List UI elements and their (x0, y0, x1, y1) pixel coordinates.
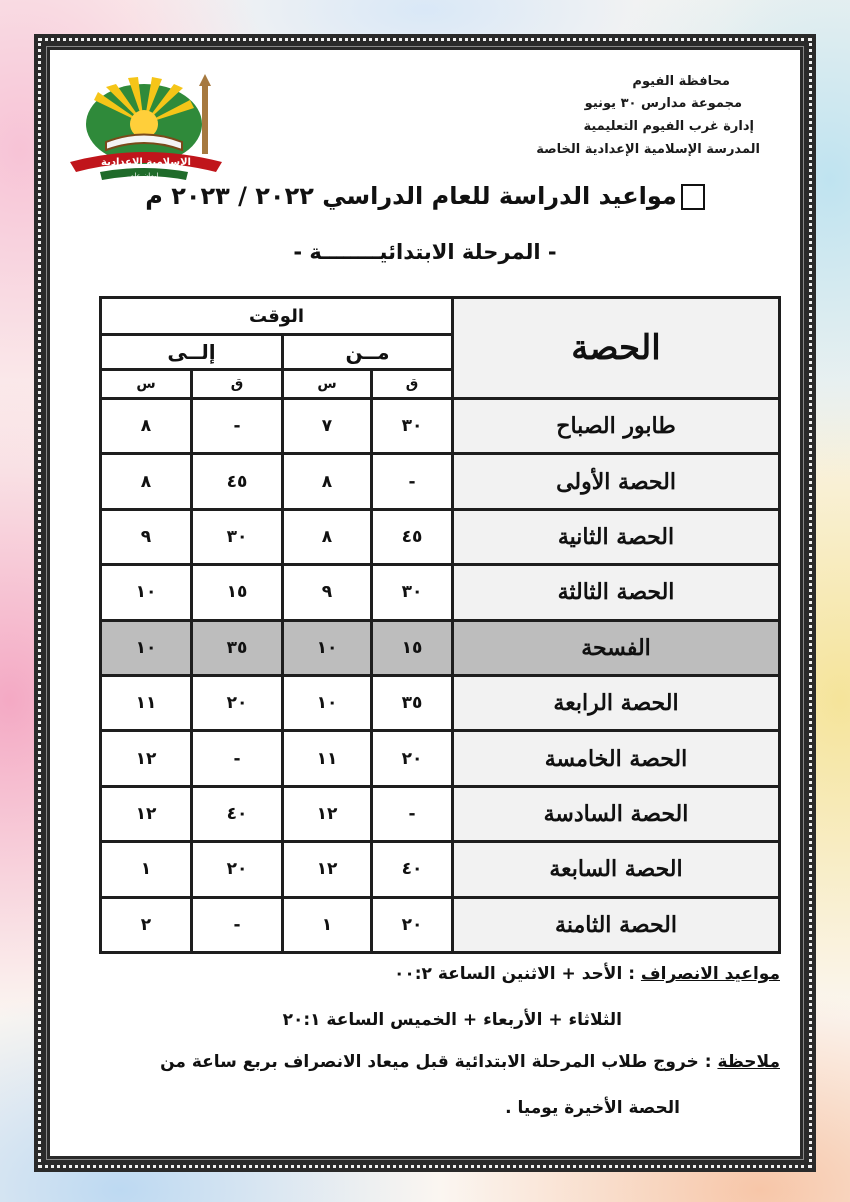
to-hours: ٩ (102, 511, 190, 563)
from-minutes: ٢٠ (373, 732, 451, 784)
to-hours: ٨ (102, 400, 190, 452)
period-name: الحصة الثامنة (454, 899, 778, 951)
svg-text:إيمان علم: إيمان علم (129, 172, 159, 180)
from-hours: ١ (284, 899, 370, 951)
to-minutes: ٤٠ (193, 788, 281, 840)
from-hours: ١١ (284, 732, 370, 784)
to-minutes: ٤٥ (193, 455, 281, 507)
header-governorate: محافظة الفيوم (632, 74, 730, 89)
to-minutes: - (193, 732, 281, 784)
to-minutes: - (193, 400, 281, 452)
table-row (102, 899, 778, 951)
from-hours: ١٢ (284, 788, 370, 840)
period-name: الفسحة (454, 622, 778, 674)
from-minutes: ٤٥ (373, 511, 451, 563)
from-hours: ٨ (284, 455, 370, 507)
from-hours: ٨ (284, 511, 370, 563)
period-name: الحصة الرابعة (454, 677, 778, 729)
period-name: الحصة السادسة (454, 788, 778, 840)
to-minutes: ٣٠ (193, 511, 281, 563)
from-minutes: ٢٠ (373, 899, 451, 951)
to-hours: ١٢ (102, 788, 190, 840)
table-row (102, 677, 778, 729)
header-administration: إدارة غرب الفيوم التعليمية (583, 119, 754, 134)
note-label: ملاحظة (717, 1052, 780, 1072)
column-header-time: الوقت (102, 299, 451, 333)
dismissal-days-2: الثلاثاء + الأربعاء + الخميس الساعة ٢٠:١ (282, 1010, 622, 1030)
to-hours: ١ (102, 843, 190, 895)
from-hours: ٩ (284, 566, 370, 618)
to-hours: ٢ (102, 899, 190, 951)
to-minutes: - (193, 899, 281, 951)
from-minutes: ٣٠ (373, 566, 451, 618)
period-name: الحصة الخامسة (454, 732, 778, 784)
page-title: مواعيد الدراسة للعام الدراسي ٢٠٢٢ / ٢٠٢٣ م (0, 182, 850, 210)
dismissal-days-1: : الأحد + الاثنين الساعة ٠٠:٢ (394, 964, 635, 984)
checkbox-icon (681, 184, 705, 210)
table-row (102, 843, 778, 895)
period-name: طابور الصباح (454, 400, 778, 452)
from-minutes: ٣٠ (373, 400, 451, 452)
period-name: الحصة الثالثة (454, 566, 778, 618)
table-row (102, 511, 778, 563)
dismissal-line-1 (394, 964, 780, 984)
header-school-group: مجموعة مدارس ٣٠ يونيو (584, 96, 742, 111)
table-row (102, 566, 778, 618)
page-subtitle: - المرحلة الابتدائيــــــــة - (293, 240, 557, 264)
table-row (102, 400, 778, 452)
from-minutes: ٣٥ (373, 677, 451, 729)
column-header-period: الحصة (454, 299, 778, 397)
to-minutes: ٣٥ (193, 622, 281, 674)
note-line-2: الحصة الأخيرة يوميا . (505, 1098, 680, 1118)
table-row (102, 455, 778, 507)
from-hours: ١٢ (284, 843, 370, 895)
period-name: الحصة الثانية (454, 511, 778, 563)
table-row-break (102, 622, 778, 674)
table-row (102, 732, 778, 784)
note-line-1 (160, 1052, 780, 1072)
unit-minutes: ق (193, 371, 281, 397)
from-minutes: ١٥ (373, 622, 451, 674)
from-minutes: - (373, 455, 451, 507)
period-name: الحصة الأولى (454, 455, 778, 507)
note-text: : خروج طلاب المرحلة الابتدائية قبل ميعاد الانصراف بربع ساعة من (160, 1052, 712, 1072)
schedule-table (99, 296, 781, 954)
unit-hours: س (284, 371, 370, 397)
to-minutes: ١٥ (193, 566, 281, 618)
from-hours: ٧ (284, 400, 370, 452)
header-school-name: المدرسة الإسلامية الإعدادية الخاصة (536, 142, 760, 157)
table-row (102, 788, 778, 840)
to-hours: ١٢ (102, 732, 190, 784)
dismissal-label: مواعيد الانصراف (640, 964, 780, 984)
to-minutes: ٢٠ (193, 677, 281, 729)
school-logo (66, 72, 226, 182)
to-hours: ٨ (102, 455, 190, 507)
unit-minutes: ق (373, 371, 451, 397)
to-hours: ١٠ (102, 622, 190, 674)
unit-hours: س (102, 371, 190, 397)
to-minutes: ٢٠ (193, 843, 281, 895)
column-header-from: مــن (284, 336, 451, 368)
from-minutes: - (373, 788, 451, 840)
to-hours: ١١ (102, 677, 190, 729)
column-header-to: إلــى (102, 336, 281, 368)
from-hours: ١٠ (284, 622, 370, 674)
period-name: الحصة السابعة (454, 843, 778, 895)
from-hours: ١٠ (284, 677, 370, 729)
to-hours: ١٠ (102, 566, 190, 618)
svg-text:الإسلامية الإعدادية: الإسلامية الإعدادية (101, 157, 191, 168)
from-minutes: ٤٠ (373, 843, 451, 895)
